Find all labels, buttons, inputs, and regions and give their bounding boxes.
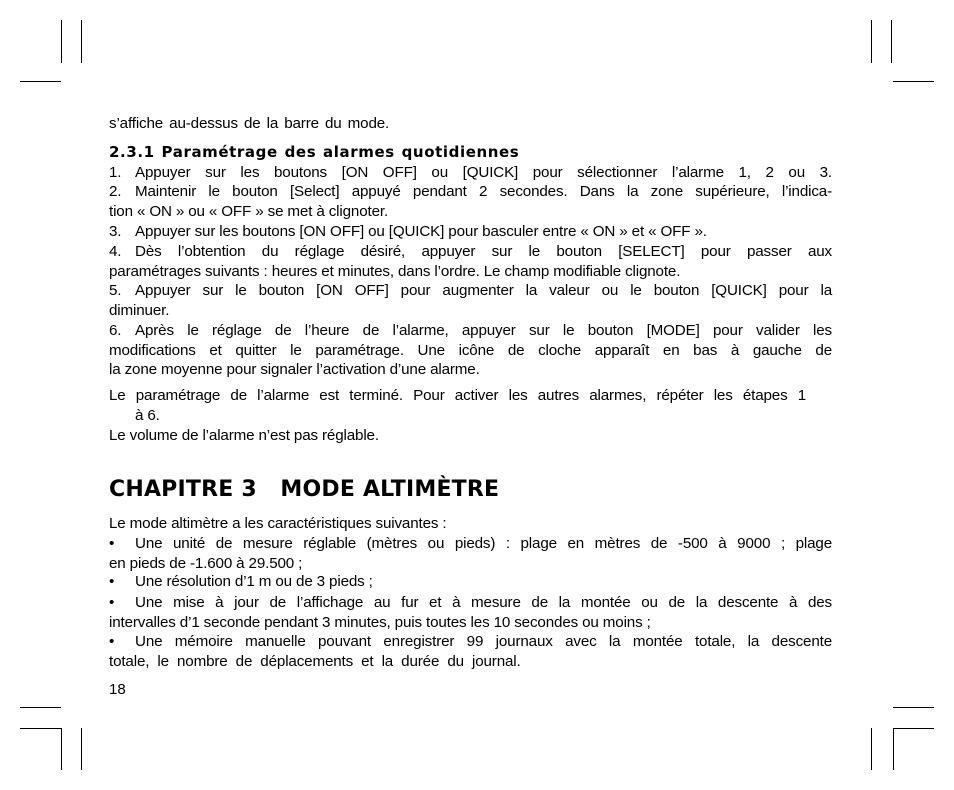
crop-mark bbox=[61, 20, 62, 63]
crop-mark bbox=[20, 728, 61, 729]
list-item-step-1 bbox=[109, 163, 832, 183]
step-line: modifications et quitter le paramétrage. Une icône de cloche apparaît en bas à gauche de bbox=[109, 341, 832, 359]
step-line: Appuyer sur les boutons [ON OFF] ou [QUICK] pour basculer entre « ON » et « OFF ». bbox=[135, 223, 707, 240]
step-line: tion « ON » ou « OFF » se met à clignoter. bbox=[109, 202, 389, 220]
crop-mark bbox=[61, 728, 62, 770]
bullet-line: Une unité de mesure réglable (mètres ou pieds) : plage en mètres de -500 à 9000 ; plage bbox=[135, 535, 832, 552]
step-number: 1. bbox=[109, 164, 122, 181]
crop-mark bbox=[871, 20, 872, 63]
list-item-bullet-2 bbox=[109, 572, 832, 592]
step-line: Appuyer sur le bouton [ON OFF] pour augmenter la valeur ou le bouton [QUICK] pour la bbox=[135, 282, 832, 299]
bullet-marker: • bbox=[109, 573, 115, 590]
bullet-marker: • bbox=[109, 633, 115, 650]
page-number: 18 bbox=[109, 681, 126, 698]
completion-note bbox=[109, 386, 806, 425]
step-line: Maintenir le bouton [Select] appuyé pendant 2 secondes. Dans la zone supérieure, l’indica- bbox=[135, 183, 832, 200]
crop-mark bbox=[893, 81, 934, 82]
note-line: à 6. bbox=[135, 406, 160, 424]
bullet-line: totale, le nombre de déplacements et la durée du journal. bbox=[109, 652, 521, 670]
bullet-marker: • bbox=[109, 594, 115, 611]
list-item-step-2 bbox=[109, 182, 832, 221]
step-line: paramétrages suivants : heures et minutes, dans l’ordre. Le champ modifiable clignote. bbox=[109, 262, 681, 280]
bullet-line: intervalles d’1 seconde pendant 3 minutes, puis toutes les 10 secondes ou moins ; bbox=[109, 613, 651, 631]
step-number: 4. bbox=[109, 243, 122, 260]
section-title: 2.3.1 Paramétrage des alarmes quotidiennes bbox=[109, 143, 520, 161]
crop-mark bbox=[20, 81, 61, 82]
list-item-step-6 bbox=[109, 321, 832, 380]
bullet-line: Une résolution d’1 m ou de 3 pieds ; bbox=[135, 573, 373, 590]
bullet-marker: • bbox=[109, 535, 115, 552]
crop-mark bbox=[891, 20, 892, 63]
list-item-bullet-4 bbox=[109, 632, 832, 671]
crop-mark bbox=[893, 728, 894, 770]
note-line: Le paramétrage de l’alarme est terminé. Pour activer les autres alarmes, répéter les étapes 1 bbox=[109, 387, 806, 404]
list-item-step-5 bbox=[109, 281, 832, 320]
step-number: 6. bbox=[109, 322, 122, 339]
crop-mark bbox=[871, 728, 872, 770]
crop-mark bbox=[893, 728, 934, 729]
list-item-bullet-1 bbox=[109, 534, 832, 573]
chapter-intro: Le mode altimètre a les caractéristiques suivantes : bbox=[109, 515, 447, 532]
step-line: Après le réglage de l’heure de l’alarme, appuyer sur le bouton [MODE] pour valider les bbox=[135, 322, 832, 339]
step-number: 2. bbox=[109, 183, 122, 200]
crop-mark bbox=[20, 707, 61, 708]
bullet-line: en pieds de -1.600 à 29.500 ; bbox=[109, 554, 303, 572]
bullet-line: Une mise à jour de l’affichage au fur et à mesure de la montée ou de la descente à des bbox=[135, 594, 832, 611]
crop-mark bbox=[81, 20, 82, 63]
list-item-bullet-3 bbox=[109, 593, 832, 632]
list-item-step-3 bbox=[109, 222, 832, 242]
step-number: 5. bbox=[109, 282, 122, 299]
list-item-step-4 bbox=[109, 242, 832, 281]
crop-mark bbox=[81, 728, 82, 770]
step-number: 3. bbox=[109, 223, 122, 240]
step-line: Appuyer sur les boutons [ON OFF] ou [QUICK] pour sélectionner l’alarme 1, 2 ou 3. bbox=[135, 164, 832, 181]
step-line: diminuer. bbox=[109, 301, 170, 319]
chapter-title: CHAPITRE 3 MODE ALTIMÈTRE bbox=[109, 477, 500, 502]
crop-mark bbox=[893, 707, 934, 708]
step-line: Dès l’obtention du réglage désiré, appuyer sur le bouton [SELECT] pour passer aux bbox=[135, 243, 832, 260]
bullet-line: Une mémoire manuelle pouvant enregistrer 99 journaux avec la montée totale, la descente bbox=[135, 633, 832, 650]
intro-line: s’affiche au-dessus de la barre du mode. bbox=[109, 115, 390, 132]
volume-note: Le volume de l’alarme n’est pas réglable. bbox=[109, 427, 379, 444]
step-line: la zone moyenne pour signaler l’activation d’une alarme. bbox=[109, 361, 480, 379]
